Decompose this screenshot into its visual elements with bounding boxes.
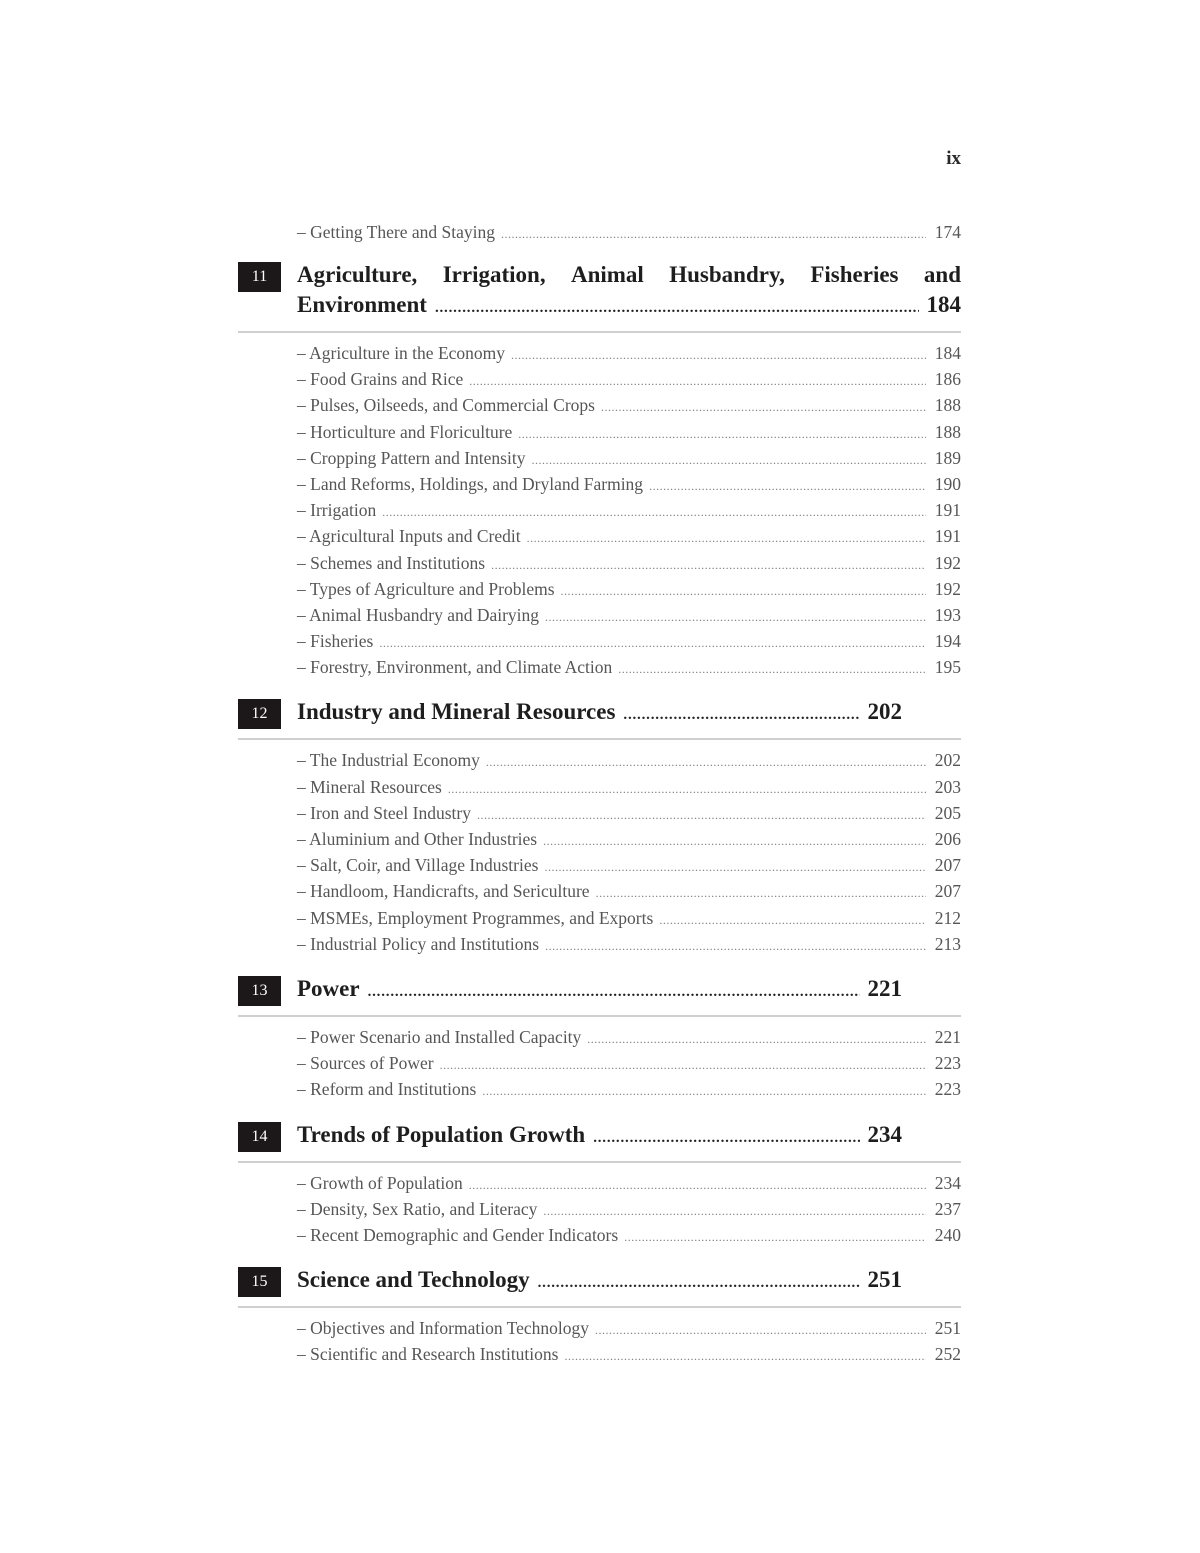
dot-leader [587,1032,926,1047]
toc-topic-entry[interactable] [297,934,961,960]
toc-topic-entry[interactable] [297,553,961,579]
toc-topic-entry[interactable] [297,395,961,421]
topic-title: – Power Scenario and Installed Capacity [297,1026,582,1047]
chapter-title-text: Industry and Mineral Resources [297,699,616,725]
dot-leader [538,1268,860,1298]
toc-topic-entry[interactable] [297,803,961,829]
topic-title: – Reform and Institutions [297,1079,477,1100]
dot-leader [545,610,926,625]
chapter-11 [238,260,961,683]
chapter-page-number: 184 [926,292,961,317]
topic-title: – Horticulture and Floriculture [297,421,513,442]
topic-title: – Land Reforms, Holdings, and Dryland Farming [297,473,644,494]
dot-leader [511,348,926,363]
toc-topic-entry[interactable] [297,657,961,683]
toc-topic-entry[interactable] [297,579,961,605]
topic-page-number: 188 [934,421,961,442]
topic-page-number: 192 [934,552,961,573]
dot-leader [623,700,859,730]
dot-leader [469,1178,926,1193]
chapter-title-word: Fisheries [810,262,899,287]
chapter-topics [238,1318,961,1370]
dot-leader [561,584,926,599]
chapter-divider [238,331,961,333]
chapter-title-line2: Environment [297,292,427,317]
toc-topic-entry[interactable] [297,1225,961,1251]
topic-title: – Agricultural Inputs and Credit [297,526,521,547]
topic-title: – MSMEs, Employment Programmes, and Exports [297,907,654,928]
chapter-topics [238,1173,961,1252]
toc-topic-entry[interactable] [297,422,961,448]
topic-page-number: 191 [934,500,961,521]
toc-topic-entry[interactable] [297,1079,961,1105]
toc-topic-entry[interactable] [297,526,961,552]
chapter-page-number: 234 [867,1121,902,1147]
topic-page-number: 203 [934,776,961,797]
dot-leader [659,913,926,928]
chapter-number-badge: 13 [238,976,281,1006]
topic-title: – Salt, Coir, and Village Industries [297,855,539,876]
topic-title: – Fisheries [297,631,374,652]
chapter-topics [238,750,961,960]
dot-leader [527,531,926,546]
topic-page-number: 202 [934,750,961,771]
dot-leader [518,427,926,442]
topic-title: – Food Grains and Rice [297,369,464,390]
chapter-page-number: 251 [867,1267,902,1293]
topic-page-number: 251 [934,1318,961,1339]
topic-title: – Irrigation [297,500,377,521]
topic-title: – Getting There and Staying [297,222,495,242]
chapter-title[interactable] [297,974,902,1007]
topic-page-number: 252 [934,1344,961,1365]
toc-topic-entry[interactable] [297,343,961,369]
dot-leader [595,1323,926,1338]
topic-title: – Objectives and Information Technology [297,1318,589,1339]
toc-topic-entry[interactable] [297,605,961,631]
chapter-title-word: Husbandry, [669,262,785,287]
chapter-title-word: Agriculture, [297,262,418,287]
dot-leader [486,755,926,770]
dot-leader [601,400,926,415]
chapter-number-badge: 12 [238,699,281,729]
chapter-topics [238,343,961,683]
toc-topic-entry[interactable] [297,500,961,526]
dot-leader [435,293,919,323]
toc-topic-entry[interactable] [297,855,961,881]
dot-leader [482,1084,926,1099]
dot-leader [501,227,926,242]
chapter-topics [238,1027,961,1106]
dot-leader [491,558,926,573]
toc-topic-entry[interactable] [297,1173,961,1199]
toc-topic-entry[interactable] [297,1053,961,1079]
dot-leader [379,636,926,651]
chapter-title[interactable] [297,1120,902,1153]
toc-topic-entry[interactable] [297,829,961,855]
chapter-title[interactable] [297,260,961,323]
topic-title: – Animal Husbandry and Dairying [297,604,540,625]
dot-leader [618,662,926,677]
topic-title: – Pulses, Oilseeds, and Commercial Crops [297,395,595,416]
topic-title: – Types of Agriculture and Problems [297,578,555,599]
topic-title: – Sources of Power [297,1053,434,1074]
dot-leader [593,1123,859,1153]
toc-topic-entry[interactable] [297,1344,961,1370]
toc-topic-entry[interactable] [297,1199,961,1225]
toc-topic-entry[interactable] [297,777,961,803]
toc-topic-entry[interactable] [297,1027,961,1053]
dot-leader [624,1230,926,1245]
chapter-number-badge: 11 [238,262,281,292]
topic-title: – Handloom, Handicrafts, and Sericulture [297,881,590,902]
toc-topic-entry[interactable] [297,474,961,500]
chapter-title-word: and [923,262,961,287]
chapter-14 [238,1120,961,1252]
topic-page-number: 212 [934,907,961,928]
chapter-title-text: Science and Technology [297,1267,530,1293]
chapter-title-word: Irrigation, [442,262,546,287]
dot-leader [469,374,926,389]
topic-page-number: 223 [934,1053,961,1074]
chapter-title-text: Power [297,975,360,1001]
topic-page-number: 207 [934,855,961,876]
topic-page-number: 206 [934,829,961,849]
dot-leader [448,782,926,797]
topic-page-number: 207 [934,881,961,902]
toc-topic-entry[interactable] [297,631,961,657]
topic-page-number: 237 [934,1198,961,1219]
topic-page-number: 188 [934,395,961,416]
chapter-title-word: Animal [570,262,644,287]
topic-page-number: 191 [934,526,961,547]
topic-page-number: 223 [934,1079,961,1100]
dot-leader [531,453,926,468]
toc-topic-entry[interactable] [297,448,961,474]
chapter-13 [238,974,961,1106]
topic-title: – Aluminium and Other Industries [297,829,538,849]
chapter-page-number: 202 [867,699,902,725]
chapter-title-text: Trends of Population Growth [297,1121,586,1147]
chapter-page-number: 221 [867,975,902,1001]
topic-title: – Cropping Pattern and Intensity [297,447,526,468]
dot-leader [596,886,926,901]
toc-topic-entry[interactable] [297,750,961,776]
topic-title: – Agriculture in the Economy [297,343,506,363]
topic-title: – Forestry, Environment, and Climate Action [297,657,613,678]
topic-page-number: 190 [934,473,961,494]
topic-page-number: 195 [934,657,961,678]
topic-page-number: 213 [934,933,961,954]
dot-leader [440,1058,926,1073]
chapter-title[interactable] [297,1265,902,1298]
dot-leader [477,808,926,823]
dot-leader [649,479,926,494]
dot-leader [545,939,926,954]
table-of-contents [238,222,961,1380]
topic-page-number: 193 [934,604,961,625]
topic-title: – Recent Demographic and Gender Indicators [297,1224,619,1245]
chapter-divider [238,1161,961,1163]
dot-leader [543,1204,926,1219]
chapter-divider [238,1306,961,1308]
toc-topic-entry[interactable] [297,222,961,246]
topic-title: – Growth of Population [297,1172,463,1193]
topic-page-number: 186 [934,369,961,390]
chapter-12 [238,697,961,960]
dot-leader [543,834,926,849]
topic-page-number: 189 [934,447,961,468]
topic-title: – Schemes and Institutions [297,552,486,573]
toc-topic-entry[interactable] [297,908,961,934]
chapter-divider [238,1015,961,1017]
toc-topic-entry[interactable] [297,369,961,395]
dot-leader [368,977,860,1007]
topic-title: – Scientific and Research Institutions [297,1344,559,1365]
chapter-divider [238,738,961,740]
topic-title: – The Industrial Economy [297,750,480,771]
topic-title: – Industrial Policy and Institutions [297,933,540,954]
topic-title: – Density, Sex Ratio, and Literacy [297,1198,538,1219]
topic-page-number: 240 [934,1224,961,1245]
dot-leader [382,505,926,520]
toc-topic-entry[interactable] [297,881,961,907]
chapter-title[interactable] [297,697,902,730]
chapter-15 [238,1265,961,1370]
chapter-number-badge: 14 [238,1122,281,1152]
page-number: ix [946,148,961,169]
topic-page-number: 234 [934,1172,961,1193]
topic-page-number: 174 [934,222,961,242]
dot-leader [564,1349,926,1364]
topic-page-number: 221 [934,1026,961,1047]
dot-leader [544,860,926,875]
topic-page-number: 205 [934,802,961,823]
topic-page-number: 194 [934,631,961,652]
topic-title: – Iron and Steel Industry [297,802,471,823]
topic-page-number: 184 [934,343,961,363]
chapter-number-badge: 15 [238,1267,281,1297]
topic-title: – Mineral Resources [297,776,442,797]
toc-topic-entry[interactable] [297,1318,961,1344]
topic-page-number: 192 [934,578,961,599]
